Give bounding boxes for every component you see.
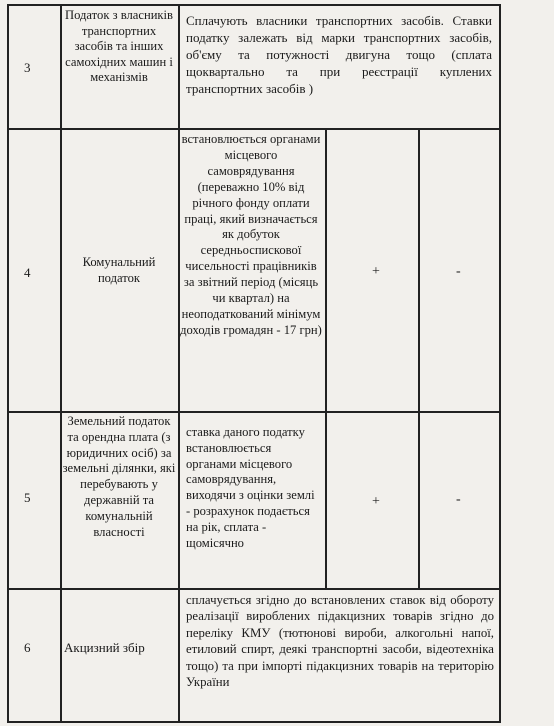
tax-name: Акцизний збір (64, 640, 145, 655)
row-number: 3 (24, 60, 31, 75)
table-border-right (499, 4, 501, 722)
table-border-top (7, 4, 501, 6)
applicability-mark-b: - (456, 492, 461, 507)
row-divider-5-6 (7, 588, 501, 590)
col-divider-4 (418, 128, 420, 588)
row-divider-4-5 (7, 411, 501, 413)
applicability-mark-a: + (372, 264, 380, 279)
tax-name: Податок з власників транспортних засобів та інших самохідних машин і механізмів (64, 8, 173, 85)
row-number: 4 (24, 265, 31, 280)
tax-description: Сплачують власники транспортних засобів. Ставки податку залежать від марки транспортних засобів, об'єму та потужності двигуна тощо (сплата щоквартально та при реєстрації куплених транспортних засобів ) (186, 13, 492, 96)
applicability-mark-a: + (372, 494, 380, 509)
col-divider-1 (60, 4, 62, 722)
table-border-bottom (7, 721, 501, 723)
row-number: 6 (24, 640, 31, 655)
col-divider-2 (178, 4, 180, 722)
row-divider-3-4 (7, 128, 501, 130)
col-divider-3 (325, 128, 327, 588)
tax-description: встановлюється органами місцевого самоврядування (переважно 10% від річного фонду оплати праці, який визначається як добуток середньоспискової чисельності працівників за звітний період (місяць чи квартал) на неоподаткований мінімум доходів громадян - 17 грн) (180, 132, 322, 337)
tax-description: сплачується згідно до встановлених ставок від обороту реалізації вироблених підакцизних товарів згідно до переліку КМУ (тютюнові вироби, алкогольні напої, етиловий спирт, деякі транспортні засоби, відеотехніка тощо) та при імпорті підакцизних товарів на територію України (186, 593, 494, 690)
tax-description: ставка даного податку встановлюється органами місцевого самоврядування, виходячи з оцінки землі - розрахунок подається на рік, сплата - щомісячно (186, 425, 315, 550)
tax-name: Земельний податок та орендна плата (з юридичних осіб) за земельні ділянки, які перебувають у державній та комунальній власності (62, 414, 176, 539)
row-number: 5 (24, 490, 31, 505)
tax-name: Комунальний податок (82, 255, 156, 285)
applicability-mark-b: - (456, 264, 461, 279)
table-border-left (7, 4, 9, 722)
